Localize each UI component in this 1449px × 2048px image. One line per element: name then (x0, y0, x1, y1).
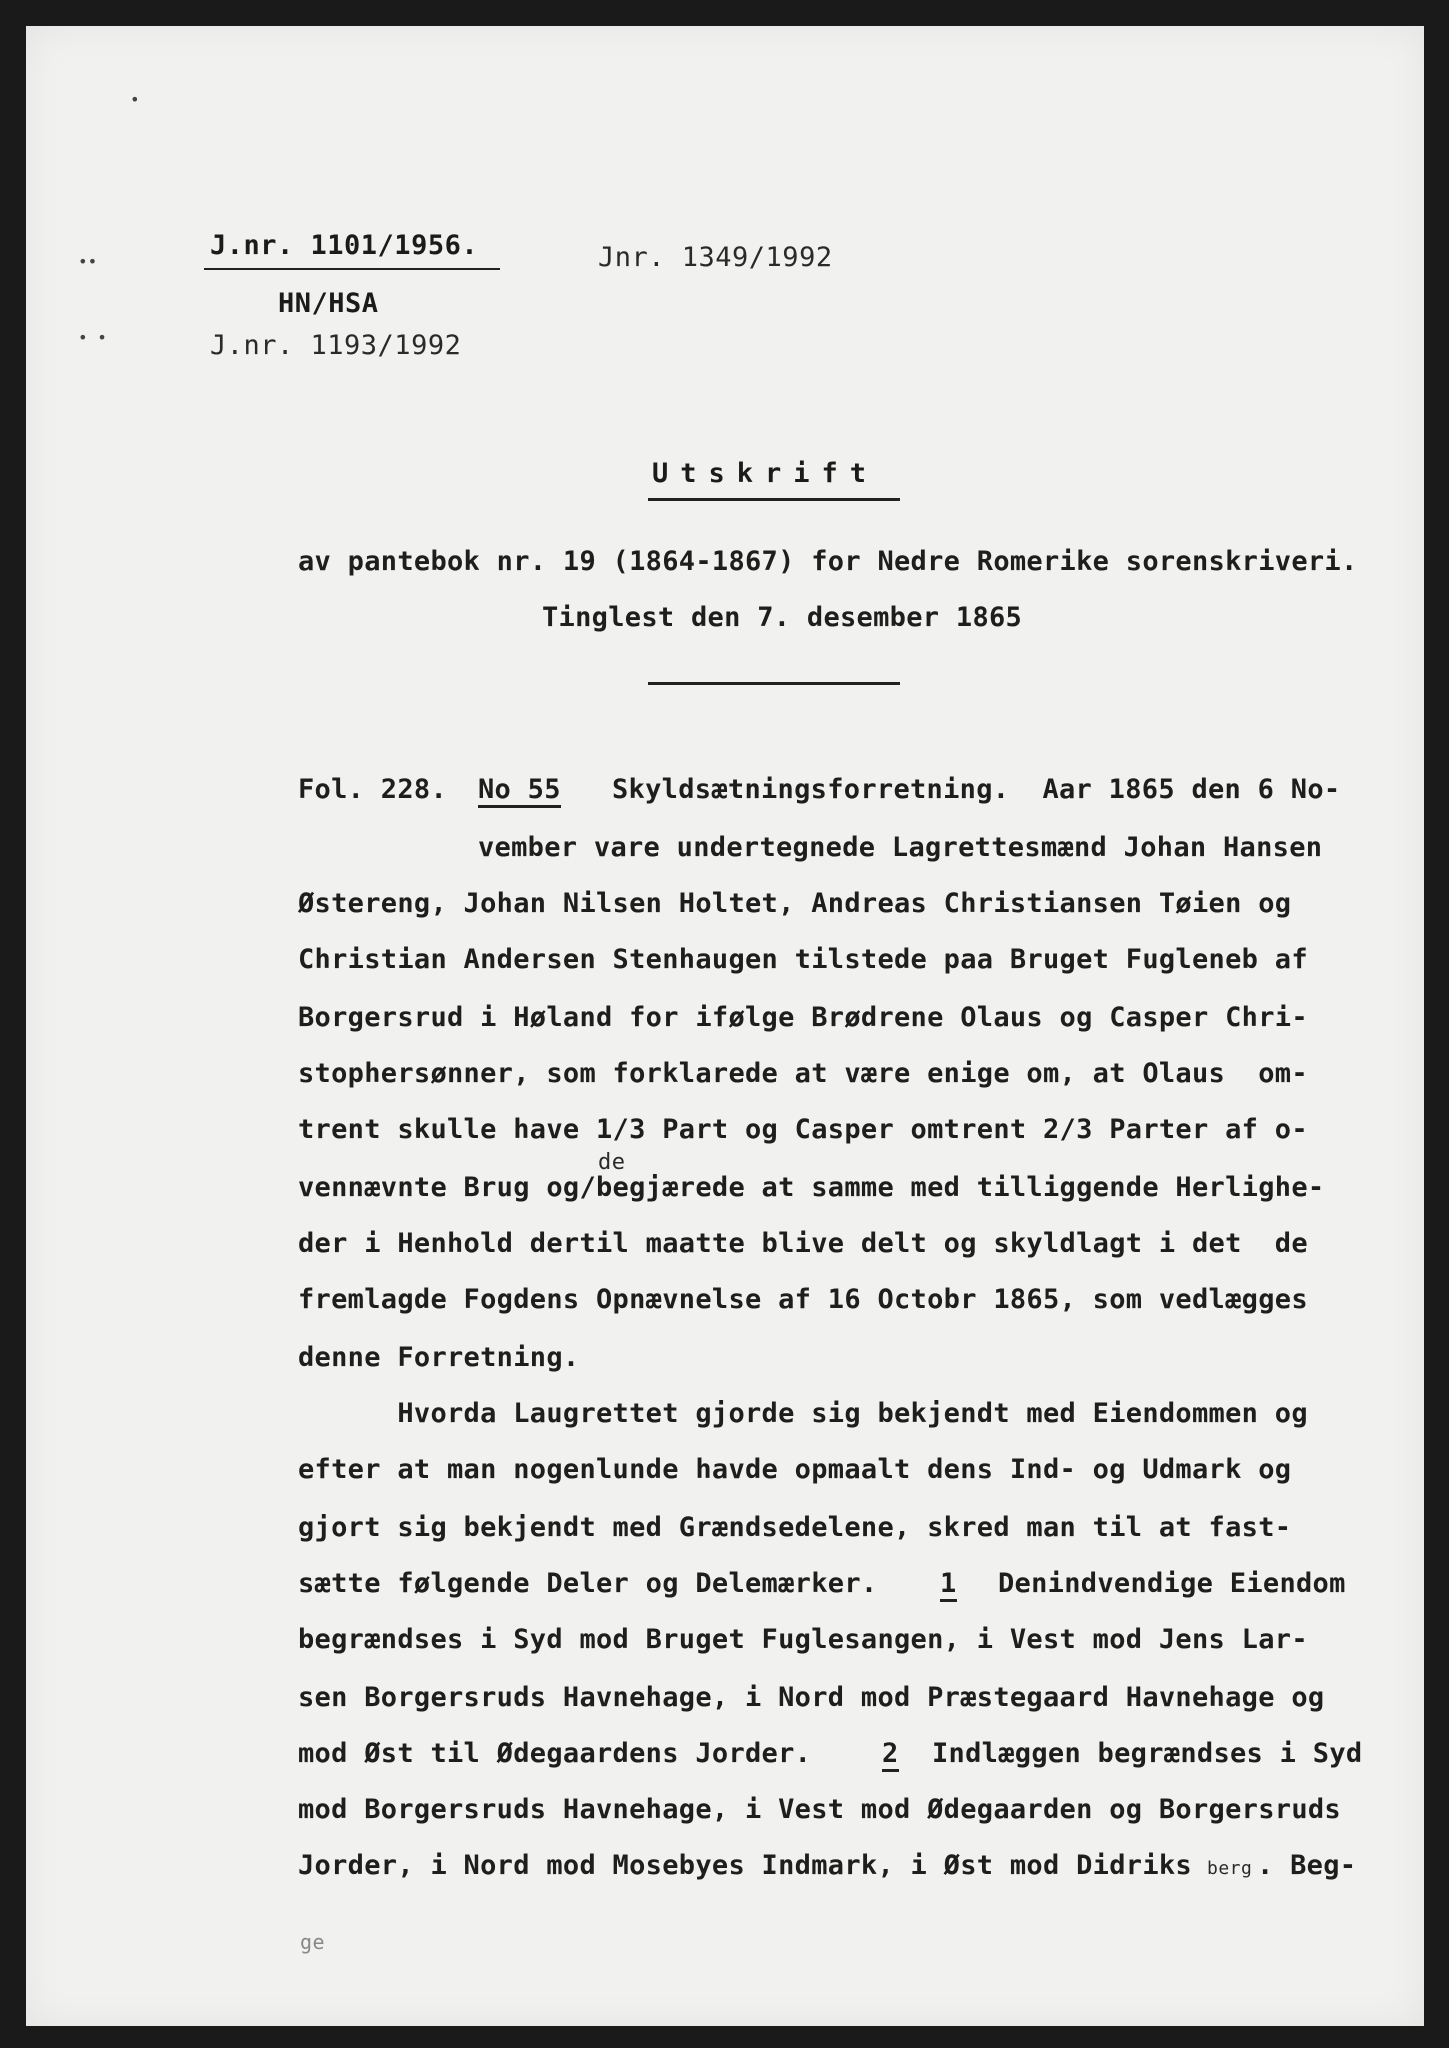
body-line: Jorder, i Nord mod Mosebyes Indmark, i Øst mod Didriks (298, 1850, 1192, 1881)
page-title: Utskrift (652, 458, 879, 489)
title-underline (648, 498, 900, 501)
body-line: vember vare undertegnede Lagrettesmænd Johan Hansen (478, 832, 1323, 863)
body-line: . Beg- (1257, 1850, 1357, 1881)
handwritten-word: berg (1207, 1858, 1253, 1879)
journal-number-1956: J.nr. 1101/1956. (210, 230, 479, 261)
body-line: Østereng, Johan Nilsen Holtet, Andreas Christiansen Tøien og (298, 888, 1292, 919)
header-underline (204, 268, 500, 270)
document-page (26, 26, 1424, 2026)
body-line: mod Øst til Ødegaardens Jorder. (298, 1738, 812, 1769)
body-line: efter at man nogenlunde havde opmaalt dens Ind- og Udmark og (298, 1454, 1292, 1485)
paragraph-number: 2 (882, 1738, 899, 1772)
subtitle-line-1: av pantebok nr. 19 (1864-1867) for Nedre Romerike sorenskriveri. (298, 546, 1358, 577)
body-line: stophersønner, som forklarede at være enige om, at Olaus om- (298, 1058, 1308, 1089)
initials: HN/HSA (278, 288, 379, 319)
entry-number: No 55 (478, 774, 561, 808)
body-line: trent skulle have 1/3 Part og Casper omtrent 2/3 Parter af o- (298, 1114, 1308, 1145)
body-line: sætte følgende Deler og Delemærker. (298, 1568, 878, 1599)
margin-speck: • • (78, 328, 107, 347)
carry-over-word: ge (300, 1930, 326, 1954)
journal-number-1349: Jnr. 1349/1992 (598, 242, 833, 273)
section-rule (648, 682, 900, 685)
folio: Fol. 228. (298, 774, 447, 805)
body-line: Hvorda Laugrettet gjorde sig bekjendt med Eiendommen og (298, 1398, 1308, 1429)
body-line: gjort sig bekjendt med Grændsedelene, skred man til at fast- (298, 1512, 1292, 1543)
body-line: der i Henhold dertil maatte blive delt og skyldlagt i det de (298, 1228, 1308, 1259)
paragraph-number: 1 (940, 1568, 957, 1602)
margin-speck: • (130, 90, 140, 109)
subtitle-line-2: Tinglest den 7. desember 1865 (542, 602, 1023, 633)
journal-number-1193: J.nr. 1193/1992 (210, 330, 462, 361)
body-line: Skyldsætningsforretning. Aar 1865 den 6 No- (612, 774, 1341, 805)
body-line: Borgersrud i Høland for ifølge Brødrene Olaus og Casper Chri- (298, 1002, 1308, 1033)
body-line: fremlagde Fogdens Opnævnelse af 16 Octobr 1865, som vedlægges (298, 1284, 1308, 1315)
body-line: begrændses i Syd mod Bruget Fuglesangen, i Vest mod Jens Lar- (298, 1624, 1308, 1655)
body-line: Denindvendige Eiendom (998, 1568, 1346, 1599)
body-line: denne Forretning. (298, 1342, 580, 1373)
body-line: sen Borgersruds Havnehage, i Nord mod Præstegaard Havnehage og (298, 1682, 1325, 1713)
body-line: mod Borgersruds Havnehage, i Vest mod Ødegaarden og Borgersruds (298, 1794, 1341, 1825)
body-line: Christian Andersen Stenhaugen tilstede paa Bruget Fugleneb af (298, 944, 1308, 975)
body-line: Indlæggen begrændses i Syd (932, 1738, 1363, 1769)
handwritten-insert: de (598, 1150, 626, 1175)
margin-speck: •• (78, 252, 98, 271)
body-line: vennævnte Brug og/begjærede at samme med tilliggende Herlighe- (298, 1172, 1325, 1203)
